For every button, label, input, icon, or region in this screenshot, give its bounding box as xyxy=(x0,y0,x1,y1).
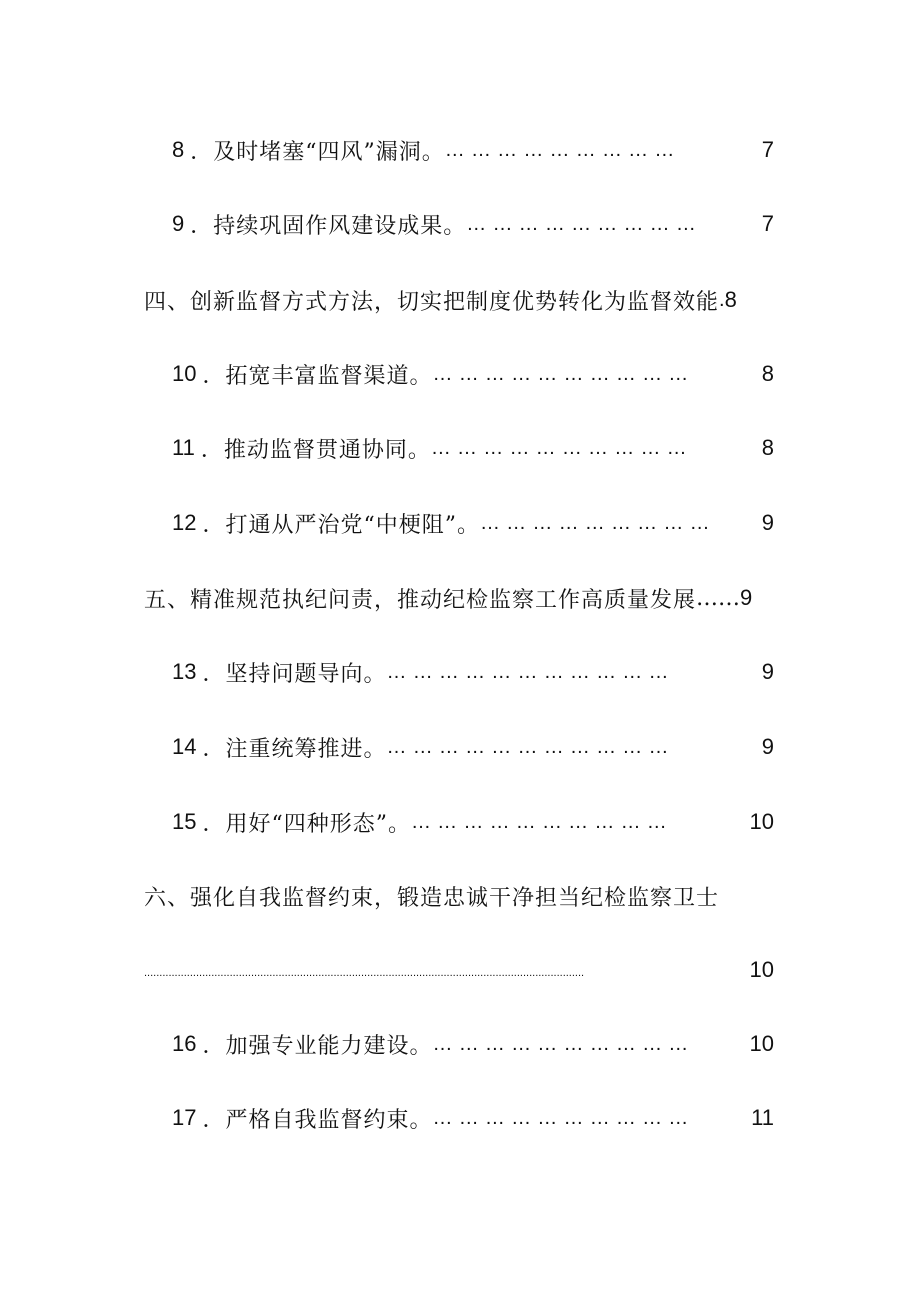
toc-entry-number: 13 xyxy=(172,659,197,684)
toc-entry-number: 11 xyxy=(172,435,195,460)
toc-section-title: 六、强化自我监督约束，锻造忠诚干净担当纪检监察卫士 xyxy=(144,885,720,911)
toc-entry-13[interactable] xyxy=(172,652,774,692)
toc-entry-title: ．及时堵塞“四风”漏洞。 xyxy=(190,139,445,165)
toc-leader-dots: ……………………… xyxy=(444,138,681,161)
toc-section-title: 五、精准规范执纪问责，推动纪检监察工作高质量发展 xyxy=(144,587,697,613)
toc-entry-page: 7 xyxy=(761,211,774,236)
toc-section-4[interactable] xyxy=(144,280,774,320)
toc-section-6-leader[interactable] xyxy=(144,950,774,990)
toc-section-6[interactable] xyxy=(144,876,774,916)
toc-entry-page: 7 xyxy=(761,137,774,162)
toc-leader-dots: ………………………… xyxy=(430,436,693,459)
toc-entry-page: 9 xyxy=(761,510,774,535)
toc-entry-page: 9 xyxy=(740,585,753,610)
toc-leader-dots: ………………………… xyxy=(432,362,695,385)
toc-leader-dots: …… xyxy=(696,585,741,611)
toc-entry-8[interactable] xyxy=(172,130,774,170)
toc-entry-12[interactable] xyxy=(172,503,774,543)
toc-entry-title: ．加强专业能力建设。 xyxy=(202,1033,433,1059)
toc-entry-title: ．推动监督贯通协同。 xyxy=(200,437,431,463)
toc-entry-title: ．拓宽丰富监督渠道。 xyxy=(202,363,433,389)
toc-entry-title: ．严格自我监督约束。 xyxy=(202,1107,433,1133)
toc-entry-page: 8 xyxy=(761,361,774,386)
toc-entry-page: 10 xyxy=(749,957,774,982)
toc-leader-dots: …………………………… xyxy=(386,735,675,758)
toc-entry-number: 14 xyxy=(172,734,197,759)
toc-entry-title: ．用好“四种形态”。 xyxy=(202,811,411,837)
toc-entry-number: 8 xyxy=(172,137,185,162)
toc-entry-9[interactable] xyxy=(172,204,774,244)
toc-entry-page: 9 xyxy=(761,734,774,759)
toc-entry-14[interactable] xyxy=(172,727,774,767)
toc-entry-page: 8 xyxy=(724,287,737,312)
toc-leader-dots: …………………………… xyxy=(386,660,675,683)
toc-entry-number: 15 xyxy=(172,809,197,834)
toc-section-title: 四、创新监督方式方法，切实把制度优势转化为监督效能 xyxy=(144,289,720,315)
toc-entry-15[interactable] xyxy=(172,802,774,842)
toc-entry-number: 17 xyxy=(172,1105,197,1130)
toc-leader-dots: ……………………… xyxy=(466,212,703,235)
toc-entry-page: 9 xyxy=(761,659,774,684)
toc-section-5[interactable] xyxy=(144,578,774,618)
toc-entry-page: 8 xyxy=(761,435,774,460)
toc-entry-title: ．注重统筹推进。 xyxy=(202,736,387,762)
toc-entry-title: ．持续巩固作风建设成果。 xyxy=(190,213,467,239)
toc-entry-page: 11 xyxy=(751,1105,774,1130)
toc-entry-page: 10 xyxy=(749,809,774,834)
toc-entry-title: ．打通从严治党“中梗阻”。 xyxy=(202,512,480,538)
toc-entry-10[interactable] xyxy=(172,354,774,394)
toc-entry-number: 16 xyxy=(172,1031,197,1056)
toc-entry-11[interactable] xyxy=(172,428,774,468)
toc-leader-dots: . xyxy=(719,288,725,311)
toc-entry-16[interactable] xyxy=(172,1024,774,1064)
toc-entry-number: 10 xyxy=(172,361,197,386)
toc-leader-dots: ………………………… xyxy=(432,1106,695,1129)
toc-entry-title: ．坚持问题导向。 xyxy=(202,661,387,687)
toc-leader-dots: ................................................................................................................................................ xyxy=(144,967,585,979)
toc-entry-number: 12 xyxy=(172,510,197,535)
toc-entry-number: 9 xyxy=(172,211,185,236)
toc-leader-dots: ………………………… xyxy=(410,810,673,833)
toc-leader-dots: ……………………… xyxy=(479,511,716,534)
toc-entry-page: 10 xyxy=(749,1031,774,1056)
toc-entry-17[interactable] xyxy=(172,1098,774,1138)
toc-leader-dots: ………………………… xyxy=(432,1032,695,1055)
